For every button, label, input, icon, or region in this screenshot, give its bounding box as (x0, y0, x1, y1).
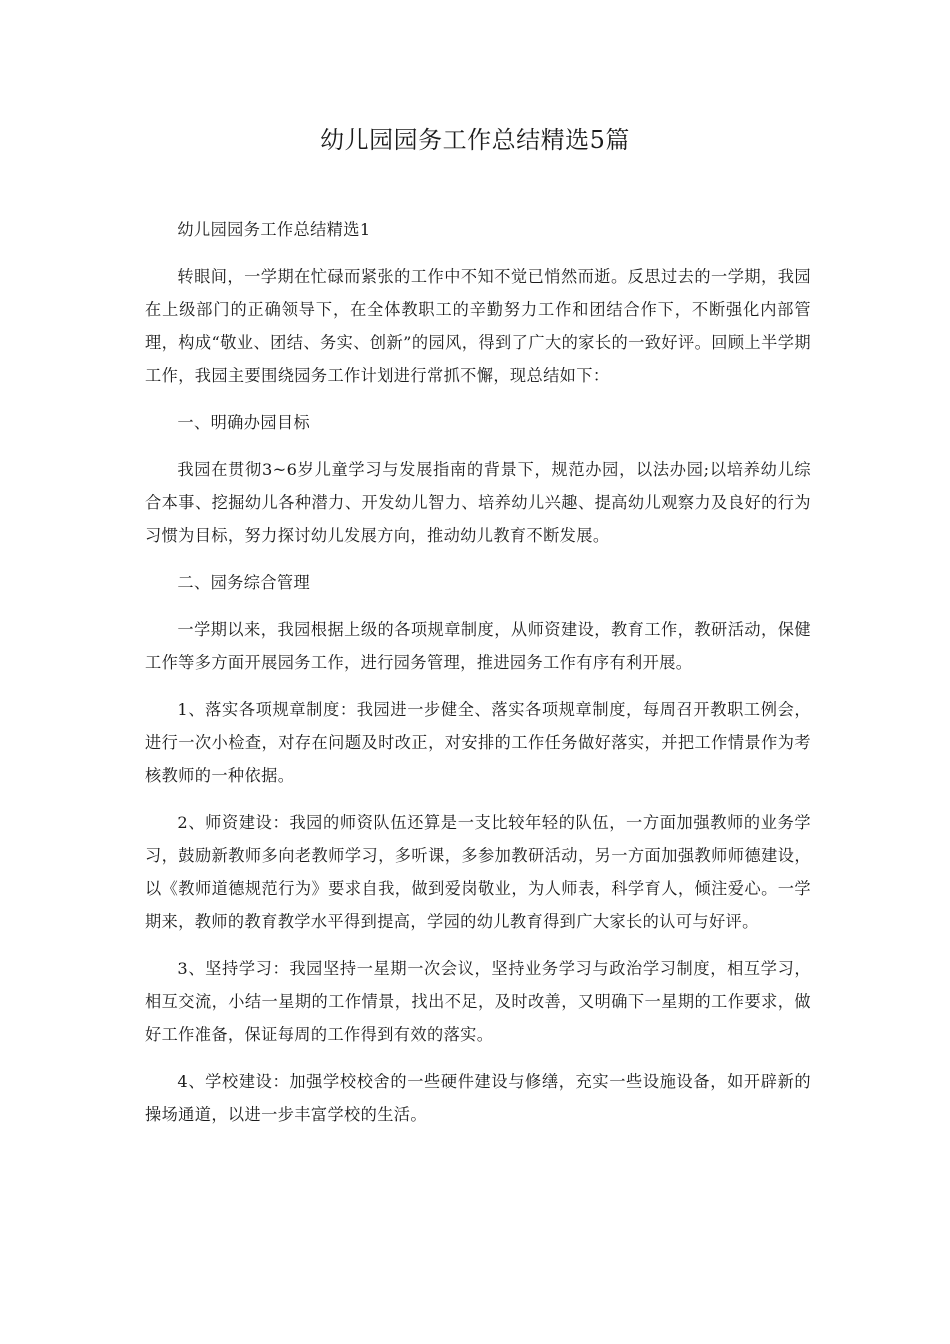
item-study: 3、坚持学习：我园坚持一星期一次会议，坚持业务学习与政治学习制度，相互学习，相互交流，小结一星期的工作情景，找出不足，及时改善，又明确下一星期的工作要求，做好工作准备，保证每周的工作得到有效的落实。 (145, 959, 811, 1044)
heading-goals: 一、明确办园目标 (177, 413, 311, 432)
item-facilities: 4、学校建设：加强学校校舍的一些硬件建设与修缮，充实一些设施设备，如开辟新的操场通道，以进一步丰富学校的生活。 (145, 1072, 811, 1124)
item-regulations: 1、落实各项规章制度：我园进一步健全、落实各项规章制度，每周召开教职工例会，进行一次小检查，对存在问题及时改正，对安排的工作任务做好落实，并把工作情景作为考核教师的一种依据。 (145, 700, 811, 785)
document-body (145, 213, 811, 1145)
section-title: 幼儿园园务工作总结精选1 (177, 220, 371, 239)
document-title: 幼儿园园务工作总结精选5篇 (320, 126, 630, 154)
item-teachers: 2、师资建设：我园的师资队伍还算是一支比较年轻的队伍，一方面加强教师的业务学习，鼓励新教师多向老教师学习，多听课，多参加教研活动，另一方面加强教师师德建设，以《教师道德规范行为》要求自我，做到爱岗敬业，为人师表，科学育人，倾注爱心。一学期来，教师的教育教学水平得到提高，学园的幼儿教育得到广大家长的认可与好评。 (145, 813, 811, 931)
intro-paragraph: 转眼间，一学期在忙碌而紧张的工作中不知不觉已悄然而逝。反思过去的一学期，我园在上级部门的正确领导下，在全体教职工的辛勤努力工作和团结合作下，不断强化内部管理，构成“敬业、团结、务实、创新”的园风，得到了广大的家长的一致好评。回顾上半学期工作，我园主要围绕园务工作计划进行常抓不懈，现总结如下： (145, 267, 811, 385)
heading-management: 二、园务综合管理 (177, 573, 311, 592)
goals-paragraph: 我园在贯彻3~6岁儿童学习与发展指南的背景下，规范办园，以法办园;以培养幼儿综合本事、挖掘幼儿各种潜力、开发幼儿智力、培养幼儿兴趣、提高幼儿观察力及良好的行为习惯为目标，努力探讨幼儿发展方向，推动幼儿教育不断发展。 (145, 460, 811, 545)
management-paragraph: 一学期以来，我园根据上级的各项规章制度，从师资建设，教育工作，教研活动，保健工作等多方面开展园务工作，进行园务管理，推进园务工作有序有利开展。 (145, 620, 811, 672)
